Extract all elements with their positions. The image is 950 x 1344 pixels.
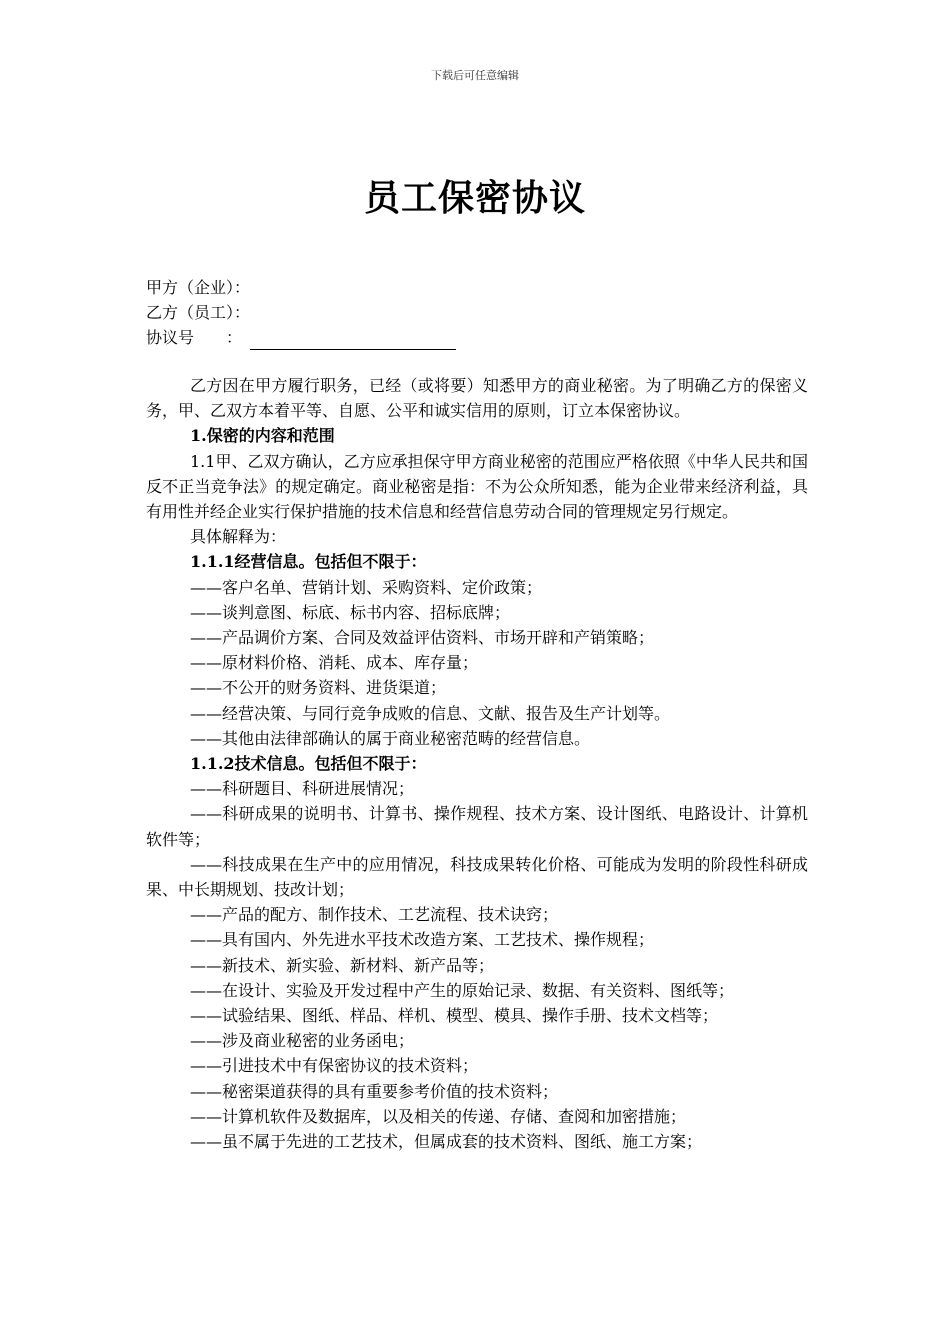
list-item: ——试验结果、图纸、样品、样机、模型、模具、操作手册、技术文档等； — [190, 1006, 719, 1026]
header-note: 下载后可任意编辑 — [431, 69, 519, 82]
business-info-heading: 1.1.1经营信息。包括但不限于： — [190, 552, 427, 572]
party-a-label: 甲方（企业）： — [146, 278, 251, 297]
section-1-heading: 1.保密的内容和范围 — [190, 426, 335, 446]
list-item: ——新技术、新实验、新材料、新产品等； — [190, 955, 495, 975]
list-item: ——科研题目、科研进展情况； — [190, 779, 415, 799]
list-item: ——秘密渠道获得的具有重要参考价值的技术资料； — [190, 1081, 559, 1101]
list-item: ——产品调价方案、合同及效益评估资料、市场开辟和产销策略； — [190, 628, 655, 648]
agreement-no-row — [146, 325, 806, 350]
document-body — [146, 373, 808, 1154]
list-item: ——具有国内、外先进水平技术改造方案、工艺技术、操作规程； — [190, 930, 655, 950]
agreement-no-blank — [250, 331, 456, 350]
parties-block — [146, 275, 806, 350]
intro-paragraph: 乙方因在甲方履行职务，已经（或将要）知悉甲方的商业秘密。为了明确乙方的保密义务，甲、乙双方本着平等、自愿、公平和诚实信用的原则，订立本保密协议。 — [146, 376, 808, 421]
list-item: ——科技成果在生产中的应用情况，科技成果转化价格、可能成为发明的阶段性科研成果、中长期规划、技改计划； — [146, 854, 808, 900]
technical-info-list — [146, 776, 808, 1154]
list-item: ——产品的配方、制作技术、工艺流程、技术诀窍； — [190, 905, 559, 925]
list-item: ——谈判意图、标底、标书内容、招标底牌； — [190, 602, 511, 622]
document-title: 员工保密协议 — [363, 177, 586, 219]
list-item: ——不公开的财务资料、进货渠道； — [190, 678, 447, 698]
explanation-intro: 具体解释为： — [190, 527, 287, 547]
list-item: ——经营决策、与同行竞争成败的信息、文献、报告及生产计划等。 — [190, 703, 671, 723]
technical-info-heading: 1.1.2技术信息。包括但不限于： — [190, 754, 427, 774]
section-1-1-paragraph: 1.1甲、乙双方确认，乙方应承担保守甲方商业秘密的范围应严格依照《中华人民共和国反不正当竞争法》的规定确定。商业秘密是指：不为公众所知悉，能为企业带来经济利益，具有用性并经企业实行保护措施的技术信息和经营信息劳动合同的管理规定另行规定。 — [146, 451, 808, 522]
agreement-no-label: 协议号 ： — [146, 328, 243, 347]
list-item: ——科研成果的说明书、计算书、操作规程、技术方案、设计图纸、电路设计、计算机软件等； — [146, 804, 808, 849]
list-item: ——计算机软件及数据库，以及相关的传递、存储、查阅和加密措施； — [190, 1106, 687, 1126]
list-item: ——在设计、实验及开发过程中产生的原始记录、数据、有关资料、图纸等； — [190, 980, 735, 1000]
party-b-label: 乙方（员工）： — [146, 303, 251, 322]
list-item: ——涉及商业秘密的业务函电； — [190, 1031, 415, 1051]
list-item: ——其他由法律部确认的属于商业秘密范畴的经营信息。 — [190, 728, 591, 748]
list-item: ——虽不属于先进的工艺技术，但属成套的技术资料、图纸、施工方案； — [190, 1132, 703, 1152]
list-item: ——原材料价格、消耗、成本、库存量； — [190, 653, 479, 673]
business-info-list — [146, 575, 808, 751]
list-item: ——客户名单、营销计划、采购资料、定价政策； — [190, 577, 543, 597]
list-item: ——引进技术中有保密协议的技术资料； — [190, 1056, 479, 1076]
